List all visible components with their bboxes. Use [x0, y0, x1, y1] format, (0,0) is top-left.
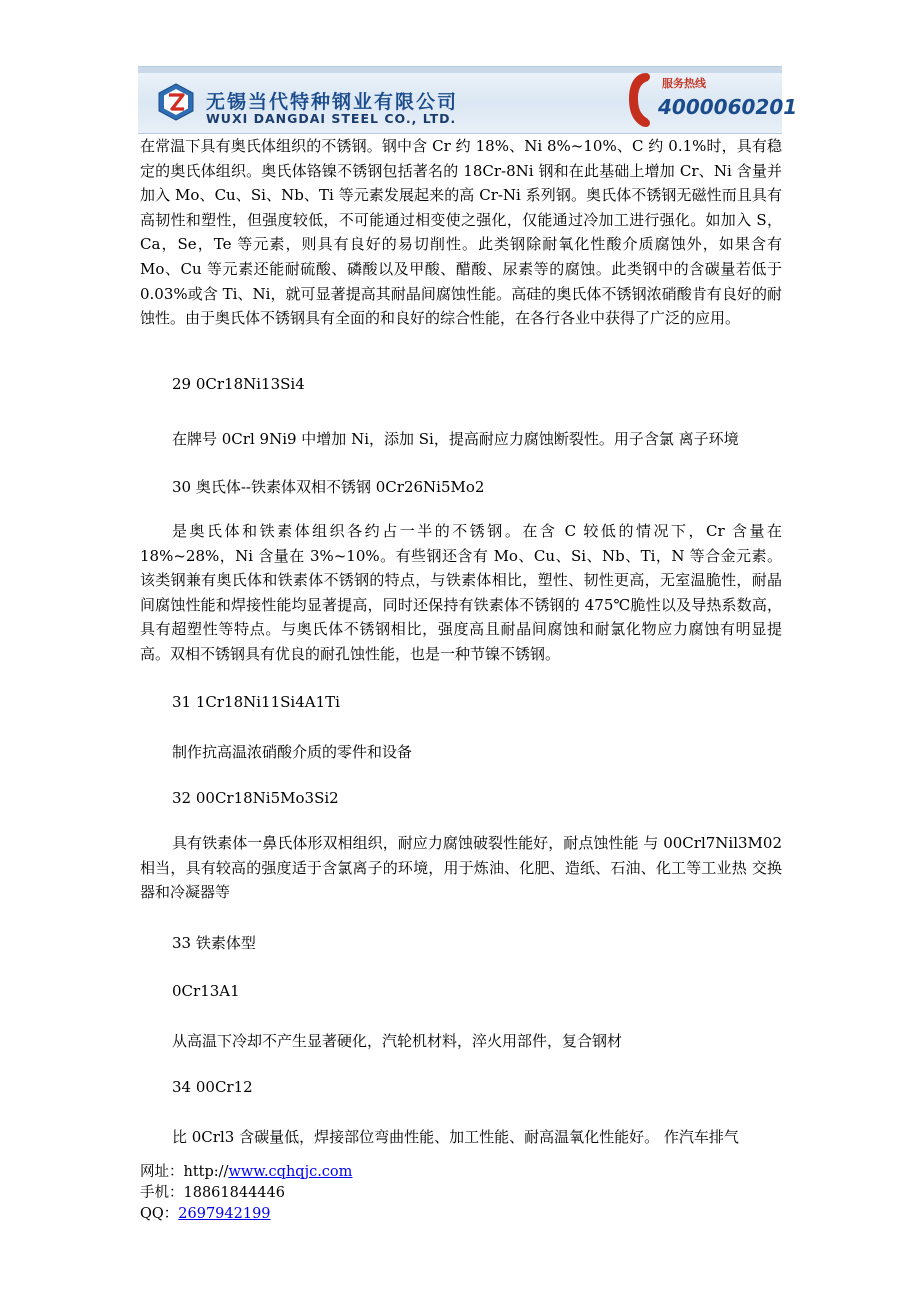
paragraph-austenitic: 在常温下具有奥氏体组织的不锈钢。钢中含 Cr 约 18%、Ni 8%~10%、C 约 0.1%时，具有稳定的奥氏体组织。奥氏体铬镍不锈钢包括著名的 18Cr-8Ni 钢和在此基础上增加 Cr、Ni 含量并加入 Mo、Cu、Si、Nb、Ti 等元素发展起来的高 Cr-Ni 系列钢。奥氏体不锈钢无磁性而且具有高韧性和塑性，但强度较低，不可能通过相变使之强化，仅能通过冷加工进行强化。如加入 S，Ca，Se，Te 等元素，则具有良好的易切削性。此类钢除耐氧化性酸介质腐蚀外，如果含有 Mo、Cu 等元素还能耐硫酸、磷酸以及甲酸、醋酸、尿素等的腐蚀。此类钢中的含碳量若低于 0.03%或含 Ti、Ni，就可显著提高其耐晶间腐蚀性能。高硅的奥氏体不锈钢浓硝酸肯有良好的耐蚀性。由于奥氏体不锈钢具有全面的和良好的综合性能，在各行各业中获得了广泛的应用。 [140, 137, 782, 328]
paragraph-duplex: 是奥氏体和铁素体组织各约占一半的不锈钢。在含 C 较低的情况下，Cr 含量在 18%~28%，Ni 含量在 3%~10%。有些钢还含有 Mo、Cu、Si、Nb、Ti，N 等合金元素。该类钢兼有奥氏体和铁素体不锈钢的特点，与铁素体相比，塑性、韧性更高，无室温脆性，耐晶间腐蚀性能和焊接性能均显著提高，同时还保持有铁素体不锈钢的 475℃脆性以及导热系数高，具有超塑性等特点。与奥氏体不锈钢相比，强度高且耐晶间腐蚀和耐氯化物应力腐蚀有明显提高。双相不锈钢具有优良的耐孔蚀性能，也是一种节镍不锈钢。 [140, 522, 782, 663]
heading-32: 32 00Cr18Ni5Mo3Si2 [172, 789, 339, 807]
paragraph-33: 从高温下冷却不产生显著硬化，汽轮机材料，淬火用部件，复合钢材 [172, 1032, 623, 1050]
telephone-icon [624, 69, 654, 131]
company-name-cn: 无锡当代特种钢业有限公司 [206, 91, 459, 113]
heading-31: 31 1Cr18Ni11Si4A1Ti [172, 693, 340, 711]
qq-line [140, 1204, 352, 1225]
qq-label: QQ： [140, 1206, 179, 1222]
paragraph-32: 具有铁素体一鼻氏体形双相组织，耐应力腐蚀破裂性能好，耐点蚀性能 与 00Crl7Nil3M02 相当，具有较高的强度适于含氯离子的环境，用于炼油、化肥、造纸、石油、化工等工业热 交换器和冷凝器等 [140, 834, 782, 902]
paragraph-29: 在牌号 0Crl 9Ni9 中增加 Ni，添加 Si，提高耐应力腐蚀断裂性。用子含氯 离子环境 [172, 430, 739, 448]
company-name-en: WUXI DANGDAI STEEL CO., LTD. [206, 111, 457, 126]
heading-34: 34 00Cr12 [172, 1078, 253, 1096]
website-link[interactable]: www.cqhqjc.com [228, 1164, 353, 1180]
hotline-number: 4000060201 [658, 95, 798, 119]
header-banner [138, 66, 798, 134]
hotline-label: 服务热线 [662, 77, 706, 90]
website-line [140, 1162, 352, 1183]
heading-33: 33 铁素体型 [172, 934, 256, 952]
paragraph-34: 比 0Crl3 含碳量低，焊接部位弯曲性能、加工性能、耐高温氧化性能好。 作汽车排气 [172, 1128, 739, 1146]
heading-30: 30 奥氏体--铁素体双相不锈钢 0Cr26Ni5Mo2 [172, 478, 485, 496]
grade-0cr13a1: 0Cr13A1 [172, 982, 240, 1000]
qq-link[interactable]: 2697942199 [178, 1206, 271, 1222]
banner-top-stripe [138, 67, 782, 73]
paragraph-31: 制作抗高温浓硝酸介质的零件和设备 [172, 743, 413, 761]
website-label: 网址：http:// [140, 1164, 229, 1180]
heading-29: 29 0Cr18Ni13Si4 [172, 375, 305, 393]
contact-footer [140, 1162, 352, 1225]
company-logo-icon [158, 83, 194, 121]
mobile-line: 手机：18861844446 [140, 1185, 285, 1201]
